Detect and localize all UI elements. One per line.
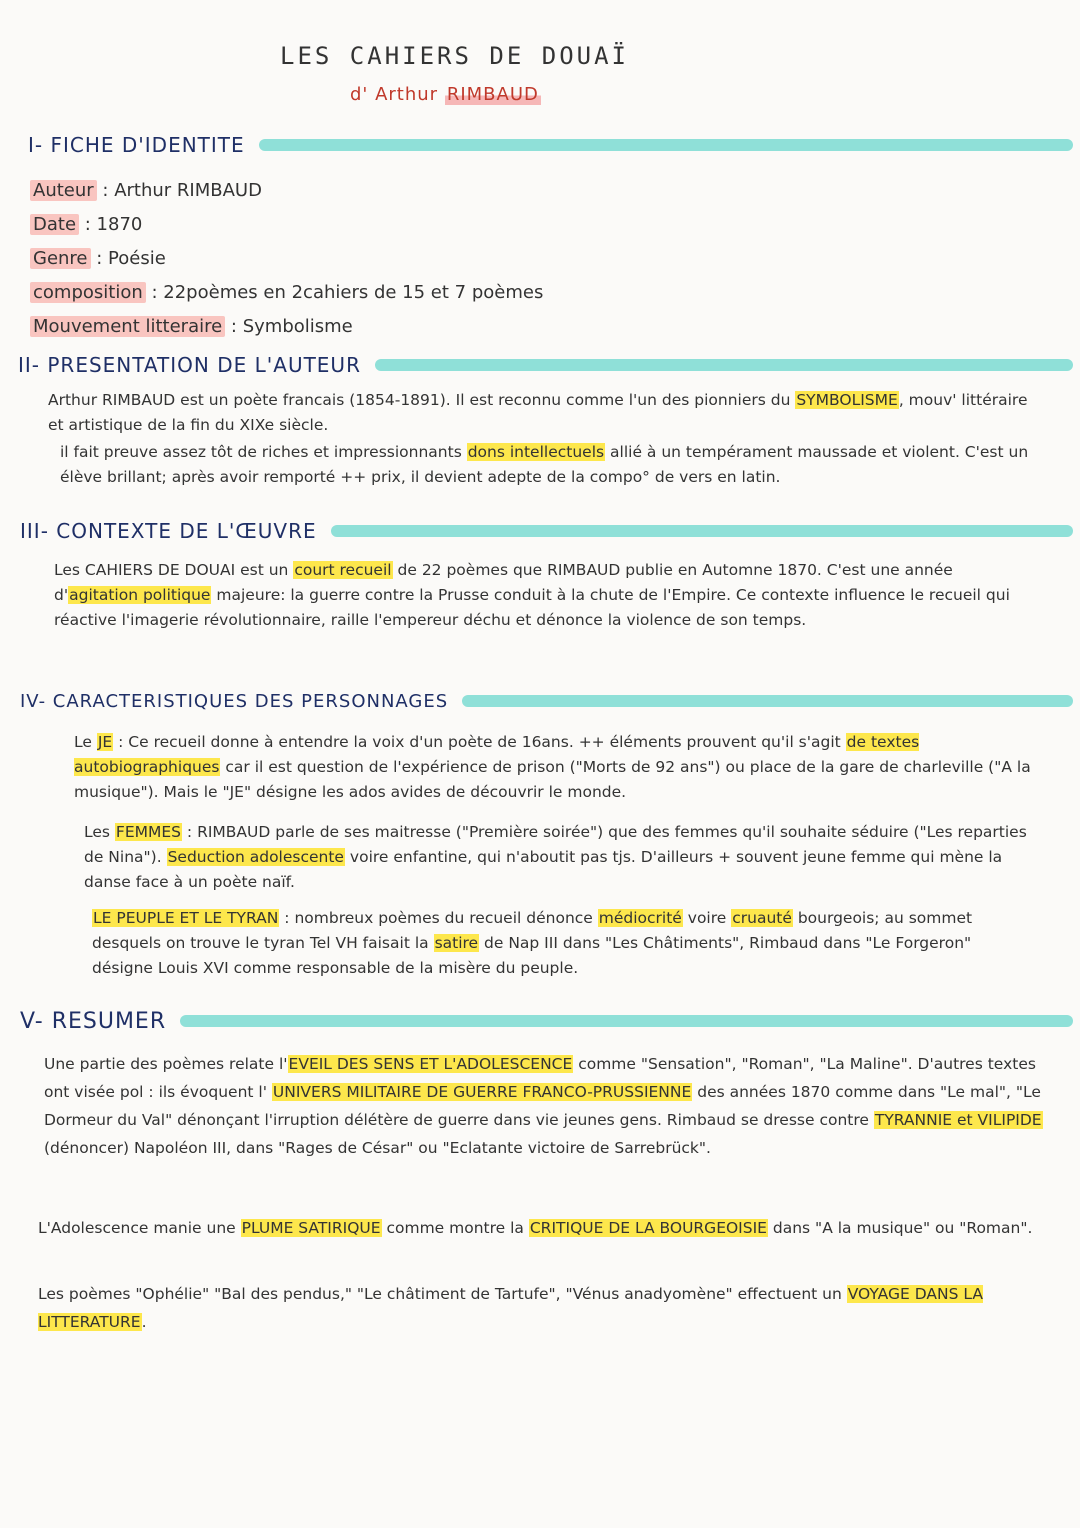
identity-row (30, 208, 543, 242)
section-1-bar (259, 139, 1073, 151)
section-5-heading (20, 1006, 1073, 1036)
text-run: . (141, 1313, 147, 1331)
identity-row (30, 310, 543, 344)
text-run: Les CAHIERS DE DOUAI est un (54, 561, 294, 579)
highlight-seduction: Seduction adolescente (167, 848, 344, 866)
highlight-femmes: FEMMES (115, 823, 181, 841)
identity-value: : 1870 (84, 214, 143, 235)
text-run: comme montre la (381, 1219, 529, 1237)
section-4-title: IV- CARACTERISTIQUES DES PERSONNAGES (20, 690, 449, 712)
identity-row (30, 242, 543, 276)
section-2-heading (18, 350, 1073, 380)
text-run: L'Adolescence manie une (38, 1219, 241, 1237)
context-paragraph (54, 558, 1039, 633)
highlight-cruaute: cruauté (732, 909, 792, 927)
author-paragraph-2 (60, 440, 1040, 490)
author-paragraph-1 (48, 388, 1038, 438)
text-run: voire (682, 909, 732, 927)
section-4-heading (20, 686, 1073, 716)
identity-row (30, 174, 543, 208)
section-5-title: V- RESUMER (20, 1008, 167, 1034)
highlight-univers: UNIVERS MILITAIRE DE GUERRE FRANCO-PRUSSIENNE (272, 1083, 692, 1101)
page-subtitle (350, 84, 541, 105)
characters-je (74, 730, 1034, 805)
characters-peuple (92, 906, 1037, 981)
highlight-court-recueil: court recueil (294, 561, 392, 579)
text-run: comme "Sensation", "Roman", "La Maline". D'autres textes ont visée pol : ils évoquent l' (44, 1055, 1036, 1101)
highlight-satire: satire (434, 934, 479, 952)
section-3-heading (20, 516, 1073, 546)
highlight-mediocrite: médiocrité (598, 909, 682, 927)
section-4-bar (462, 695, 1073, 707)
identity-label: Auteur (30, 180, 97, 201)
text-run: Les (84, 823, 115, 841)
text-run: Une partie des poèmes relate l' (44, 1055, 288, 1073)
section-2-bar (375, 359, 1073, 371)
text-run: il fait preuve assez tôt de riches et impressionnants (60, 443, 467, 461)
highlight-critique: CRITIQUE DE LA BOURGEOISIE (529, 1219, 767, 1237)
highlight-peuple: LE PEUPLE ET LE TYRAN (93, 909, 279, 927)
characters-femmes (84, 820, 1039, 895)
identity-value: : Poésie (96, 248, 166, 269)
text-run: dans "A la musique" ou "Roman". (767, 1219, 1033, 1237)
text-run: car il est question de l'expérience de prison ("Morts de 92 ans") ou place de la gare de charleville ("A la musique"). Mais le "JE" désigne les ados avides de découvrir le monde. (74, 758, 1031, 801)
text-run: majeure: la guerre contre la Prusse conduit à la chute de l'Empire. Ce contexte influence le recueil qui réactive l'imagerie révolutionnaire, raille l'empereur déchu et dénonce la violence de son temps. (54, 586, 1010, 629)
text-run: voire enfantine, qui n'aboutit pas tjs. D'ailleurs + souvent jeune femme qui mène la danse face à un poète naïf. (84, 848, 1003, 891)
text-run: : Ce recueil donne à entendre la voix d'un poète de 16ans. ++ éléments prouvent qu'il s'agit (113, 733, 846, 751)
highlight-agitation: agitation politique (69, 586, 211, 604)
text-run: (dénoncer) Napoléon III, dans "Rages de César" ou "Eclatante victoire de Sarrebrück". (44, 1139, 711, 1157)
section-2-title: II- PRESENTATION DE L'AUTEUR (18, 353, 361, 377)
section-3-bar (331, 525, 1073, 537)
identity-label: composition (30, 282, 146, 303)
subtitle-author: RIMBAUD (446, 84, 539, 105)
highlight-plume: PLUME SATIRIQUE (241, 1219, 381, 1237)
section-5-bar (180, 1015, 1073, 1027)
highlight-autobio: de textes autobiographiques (74, 733, 920, 776)
text-run: : RIMBAUD parle de ses maitresse ("Première soirée") que des femmes qu'il souhaite séduire ("Les reparties de Nina"). (84, 823, 1027, 866)
page-title: LES CAHIERS DE DOUAÏ (280, 42, 629, 70)
summary-paragraph-2 (38, 1214, 1048, 1242)
identity-label: Date (30, 214, 79, 235)
summary-paragraph-1 (44, 1050, 1044, 1162)
section-1-title: I- FICHE D'IDENTITE (28, 133, 245, 157)
identity-label: Mouvement litteraire (30, 316, 225, 337)
text-run: de Nap III dans "Les Châtiments", Rimbaud dans "Le Forgeron" désigne Louis XVI comme responsable de la misère du peuple. (92, 934, 972, 977)
highlight-je: JE (97, 733, 113, 751)
text-run: Arthur RIMBAUD est un poète francais (1854-1891). Il est reconnu comme l'un des pionniers du (48, 391, 791, 409)
text-run: Le (74, 733, 97, 751)
text-run: Les poèmes "Ophélie" "Bal des pendus," "Le châtiment de Tartufe", "Vénus anadyomène" effectuent un (38, 1285, 847, 1303)
identity-value: : 22poèmes en 2cahiers de 15 et 7 poèmes (151, 282, 544, 303)
highlight-symbolisme: SYMBOLISME (796, 391, 898, 409)
section-3-title: III- CONTEXTE DE L'ŒUVRE (20, 519, 317, 543)
identity-row (30, 276, 543, 310)
text-run: bourgeois; au sommet desquels on trouve le tyran Tel VH faisait la (92, 909, 973, 952)
subtitle-prefix: d' Arthur (350, 84, 439, 105)
text-run: de 22 poèmes que RIMBAUD publie en Automne 1870. C'est une année d' (54, 561, 953, 604)
text-run: allié à un tempérament maussade et violent. C'est un élève brillant; après avoir remporté ++ prix, il devient adepte de la compo° de vers en latin. (60, 443, 1029, 486)
text-run: des années 1870 comme dans "Le mal", "Le Dormeur du Val" dénonçant l'irruption délétère de guerre dans vie jeunes gens. Rimbaud se dresse contre (44, 1083, 1041, 1129)
text-run: : nombreux poèmes du recueil dénonce (279, 909, 598, 927)
summary-paragraph-3 (38, 1280, 1048, 1336)
highlight-tyrannie: TYRANNIE et VILIPIDE (874, 1111, 1042, 1129)
identity-value: : Arthur RIMBAUD (102, 180, 262, 201)
text-run: , mouv' littéraire et artistique de la fin du XIXe siècle. (48, 391, 1028, 434)
identity-card (30, 174, 543, 344)
highlight-voyage: VOYAGE DANS LA LITTERATURE (38, 1285, 983, 1331)
identity-label: Genre (30, 248, 91, 269)
highlight-dons: dons intellectuels (467, 443, 605, 461)
identity-value: : Symbolisme (230, 316, 353, 337)
highlight-eveil: EVEIL DES SENS ET L'ADOLESCENCE (288, 1055, 573, 1073)
section-1-heading (28, 130, 1073, 160)
